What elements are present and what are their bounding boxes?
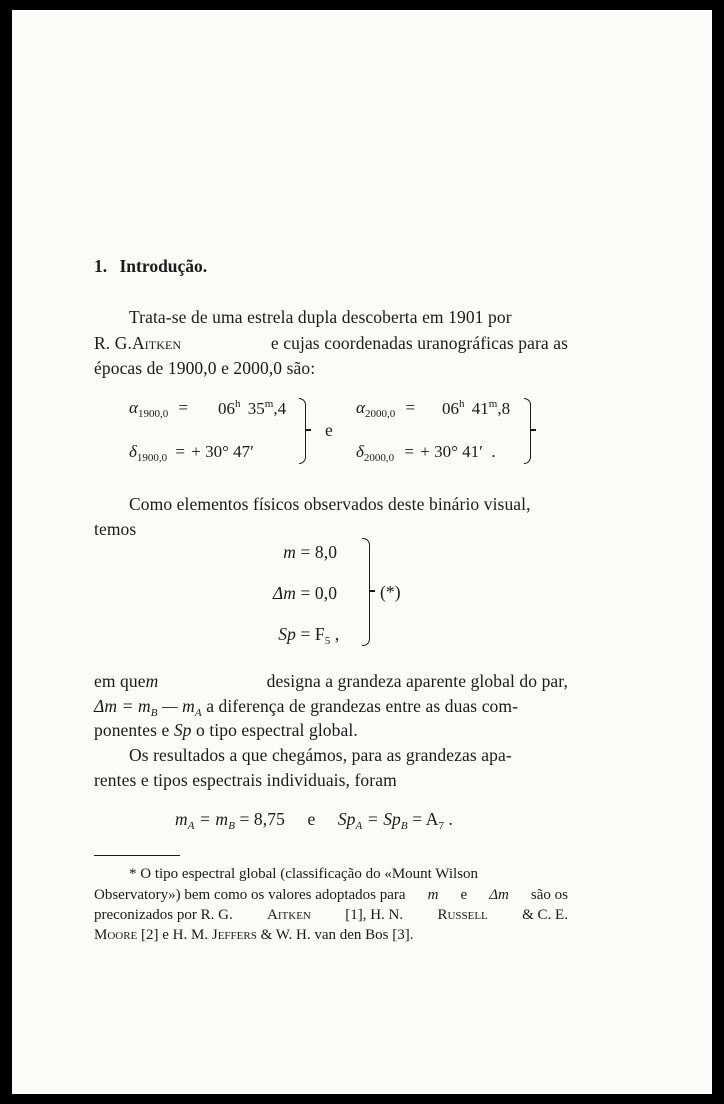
footnote-rule (94, 855, 180, 856)
alpha-symbol: α (356, 398, 365, 417)
author-jeffers: Jeffers (211, 927, 257, 943)
equation-tail: . (444, 809, 453, 829)
sp-symbol: Sp (278, 624, 296, 644)
author-moore: Moore (94, 927, 138, 943)
alpha-2000 (356, 398, 415, 420)
section-number: 1. (94, 256, 108, 276)
results-connector: e (307, 809, 316, 829)
footnote-text: & C. E. (522, 907, 568, 923)
magnitude-value: = 8,75 (235, 809, 285, 829)
section-heading (94, 256, 207, 277)
alpha-1900-fraction: ,4 (273, 399, 287, 418)
alpha-2000-value (442, 398, 510, 419)
results-line-2: rentes e tipos espectrais individuais, foram (94, 770, 397, 790)
equals-m: = m (194, 809, 229, 829)
spectral-type: = A (407, 809, 439, 829)
results-equation (175, 809, 453, 832)
sp-subscript: 5 (324, 635, 331, 647)
explanation-text: ponentes e (94, 720, 174, 740)
footnote-line-1: * O tipo espectral global (classificação do «Mount Wilson (129, 866, 479, 882)
explanation-text: a diferença de grandezas entre as duas com- (201, 696, 519, 716)
alpha-1900 (129, 398, 188, 420)
coords-connector: e (325, 420, 333, 440)
eq-sign: = (175, 442, 185, 461)
delta-m-value: = 0,0 (300, 583, 338, 603)
explanation-text: o tipo espectral global. (191, 720, 358, 740)
footnote-text: & W. H. van den Bos [3]. (260, 927, 414, 943)
left-brace (299, 398, 306, 464)
alpha-2000-hours: 06 (442, 399, 459, 418)
delta-2000 (356, 442, 496, 464)
delta-1900-value: + 30° 47′ (191, 442, 254, 461)
delta-2000-value: + 30° 41′ . (420, 442, 496, 461)
equals-sp: = Sp (362, 809, 401, 829)
footnote-line-2 (94, 887, 568, 904)
subscript-a: A (355, 820, 363, 832)
eq-sign: = (178, 398, 189, 417)
alpha-2000-minutes: 41 (471, 399, 489, 418)
intro-initials: R. G. (94, 333, 132, 353)
sp-symbol: Sp (173, 720, 192, 740)
physical-line-2: temos (94, 519, 137, 539)
footnote-line-4 (94, 927, 414, 944)
spectral-subtype: 7 (438, 820, 445, 832)
intro-line-2-rest: e cujas coordenadas uranográficas para as (270, 333, 568, 353)
m-value: = 8,0 (300, 542, 338, 562)
footnote-text: preconizados por R. G. (94, 907, 233, 923)
results-line-1: Os resultados a que chegámos, para as grandezas apa- (129, 745, 512, 765)
author-aitken: Aitken (131, 333, 182, 353)
footnote-marker: (*) (380, 582, 401, 602)
minute-unit: m (264, 398, 274, 410)
minute-unit: m (488, 398, 498, 410)
subscript-a: A (194, 707, 202, 719)
epoch-1900: 1900,0 (137, 408, 169, 420)
alpha-1900-value (218, 398, 286, 419)
subscript-b: B (150, 707, 158, 719)
delta-1900 (129, 442, 254, 464)
author-aitken: Aitken (267, 907, 311, 923)
intro-line-2 (94, 333, 568, 354)
hour-unit: h (235, 398, 241, 410)
physical-line-1: Como elementos físicos observados deste binário visual, (129, 494, 531, 514)
author-russell: Russell (437, 907, 488, 923)
subscript-b: B (400, 820, 408, 832)
elements-brace (362, 538, 370, 646)
footnote-text: e (460, 887, 468, 903)
sp-tail: , (330, 624, 340, 644)
epoch-2000: 2000,0 (363, 452, 395, 464)
explanation-text: designa a grandeza aparente global do par, (266, 671, 568, 691)
section-title: Introdução. (119, 256, 208, 276)
left-brace-tick (305, 429, 311, 431)
m-symbol: m (175, 809, 188, 829)
eq-m (238, 542, 362, 563)
epoch-1900: 1900,0 (136, 452, 168, 464)
hour-unit: h (459, 398, 465, 410)
right-brace (524, 398, 531, 464)
alpha-2000-fraction: ,8 (497, 399, 511, 418)
explanation-line-1 (94, 671, 568, 692)
delta-m-symbol: Δm (272, 583, 296, 603)
delta-symbol: δ (356, 442, 364, 461)
eq-sp (238, 624, 362, 647)
minus-m: — m (157, 696, 195, 716)
explanation-line-2 (94, 696, 518, 719)
m-symbol: m (427, 887, 439, 903)
subscript-b: B (228, 820, 236, 832)
elements-brace-tick (369, 590, 375, 592)
alpha-1900-minutes: 35 (247, 399, 265, 418)
delta-symbol: δ (129, 442, 137, 461)
footnote-text: [2] e H. M. (141, 927, 209, 943)
m-symbol: m (145, 671, 159, 691)
footnote-text: [1], H. N. (345, 907, 404, 923)
footnote-line-3 (94, 907, 568, 924)
explanation-text: em que (94, 671, 146, 691)
right-brace-tick (530, 429, 536, 431)
eq-delta-m (238, 583, 362, 604)
footnote-text: são os (530, 887, 568, 903)
delta-m-expression: Δm = m (94, 696, 151, 716)
eq-sign: = (405, 398, 416, 417)
intro-line-1: Trata-se de uma estrela dupla descoberta em 1901 por (129, 307, 512, 327)
epoch-2000: 2000,0 (364, 408, 396, 420)
alpha-symbol: α (129, 398, 138, 417)
delta-m-symbol: Δm (489, 887, 509, 903)
alpha-1900-hours: 06 (218, 399, 235, 418)
explanation-line-3 (94, 720, 358, 741)
eq-sign: = (404, 442, 414, 461)
sp-value: = F (300, 624, 325, 644)
subscript-a: A (187, 820, 195, 832)
footnote-text: Observatory») bem como os valores adoptados para (94, 887, 406, 903)
document-page (12, 10, 712, 1094)
m-symbol: m (283, 542, 296, 562)
sp-symbol: Sp (337, 809, 356, 829)
intro-line-3: épocas de 1900,0 e 2000,0 são: (94, 358, 316, 378)
